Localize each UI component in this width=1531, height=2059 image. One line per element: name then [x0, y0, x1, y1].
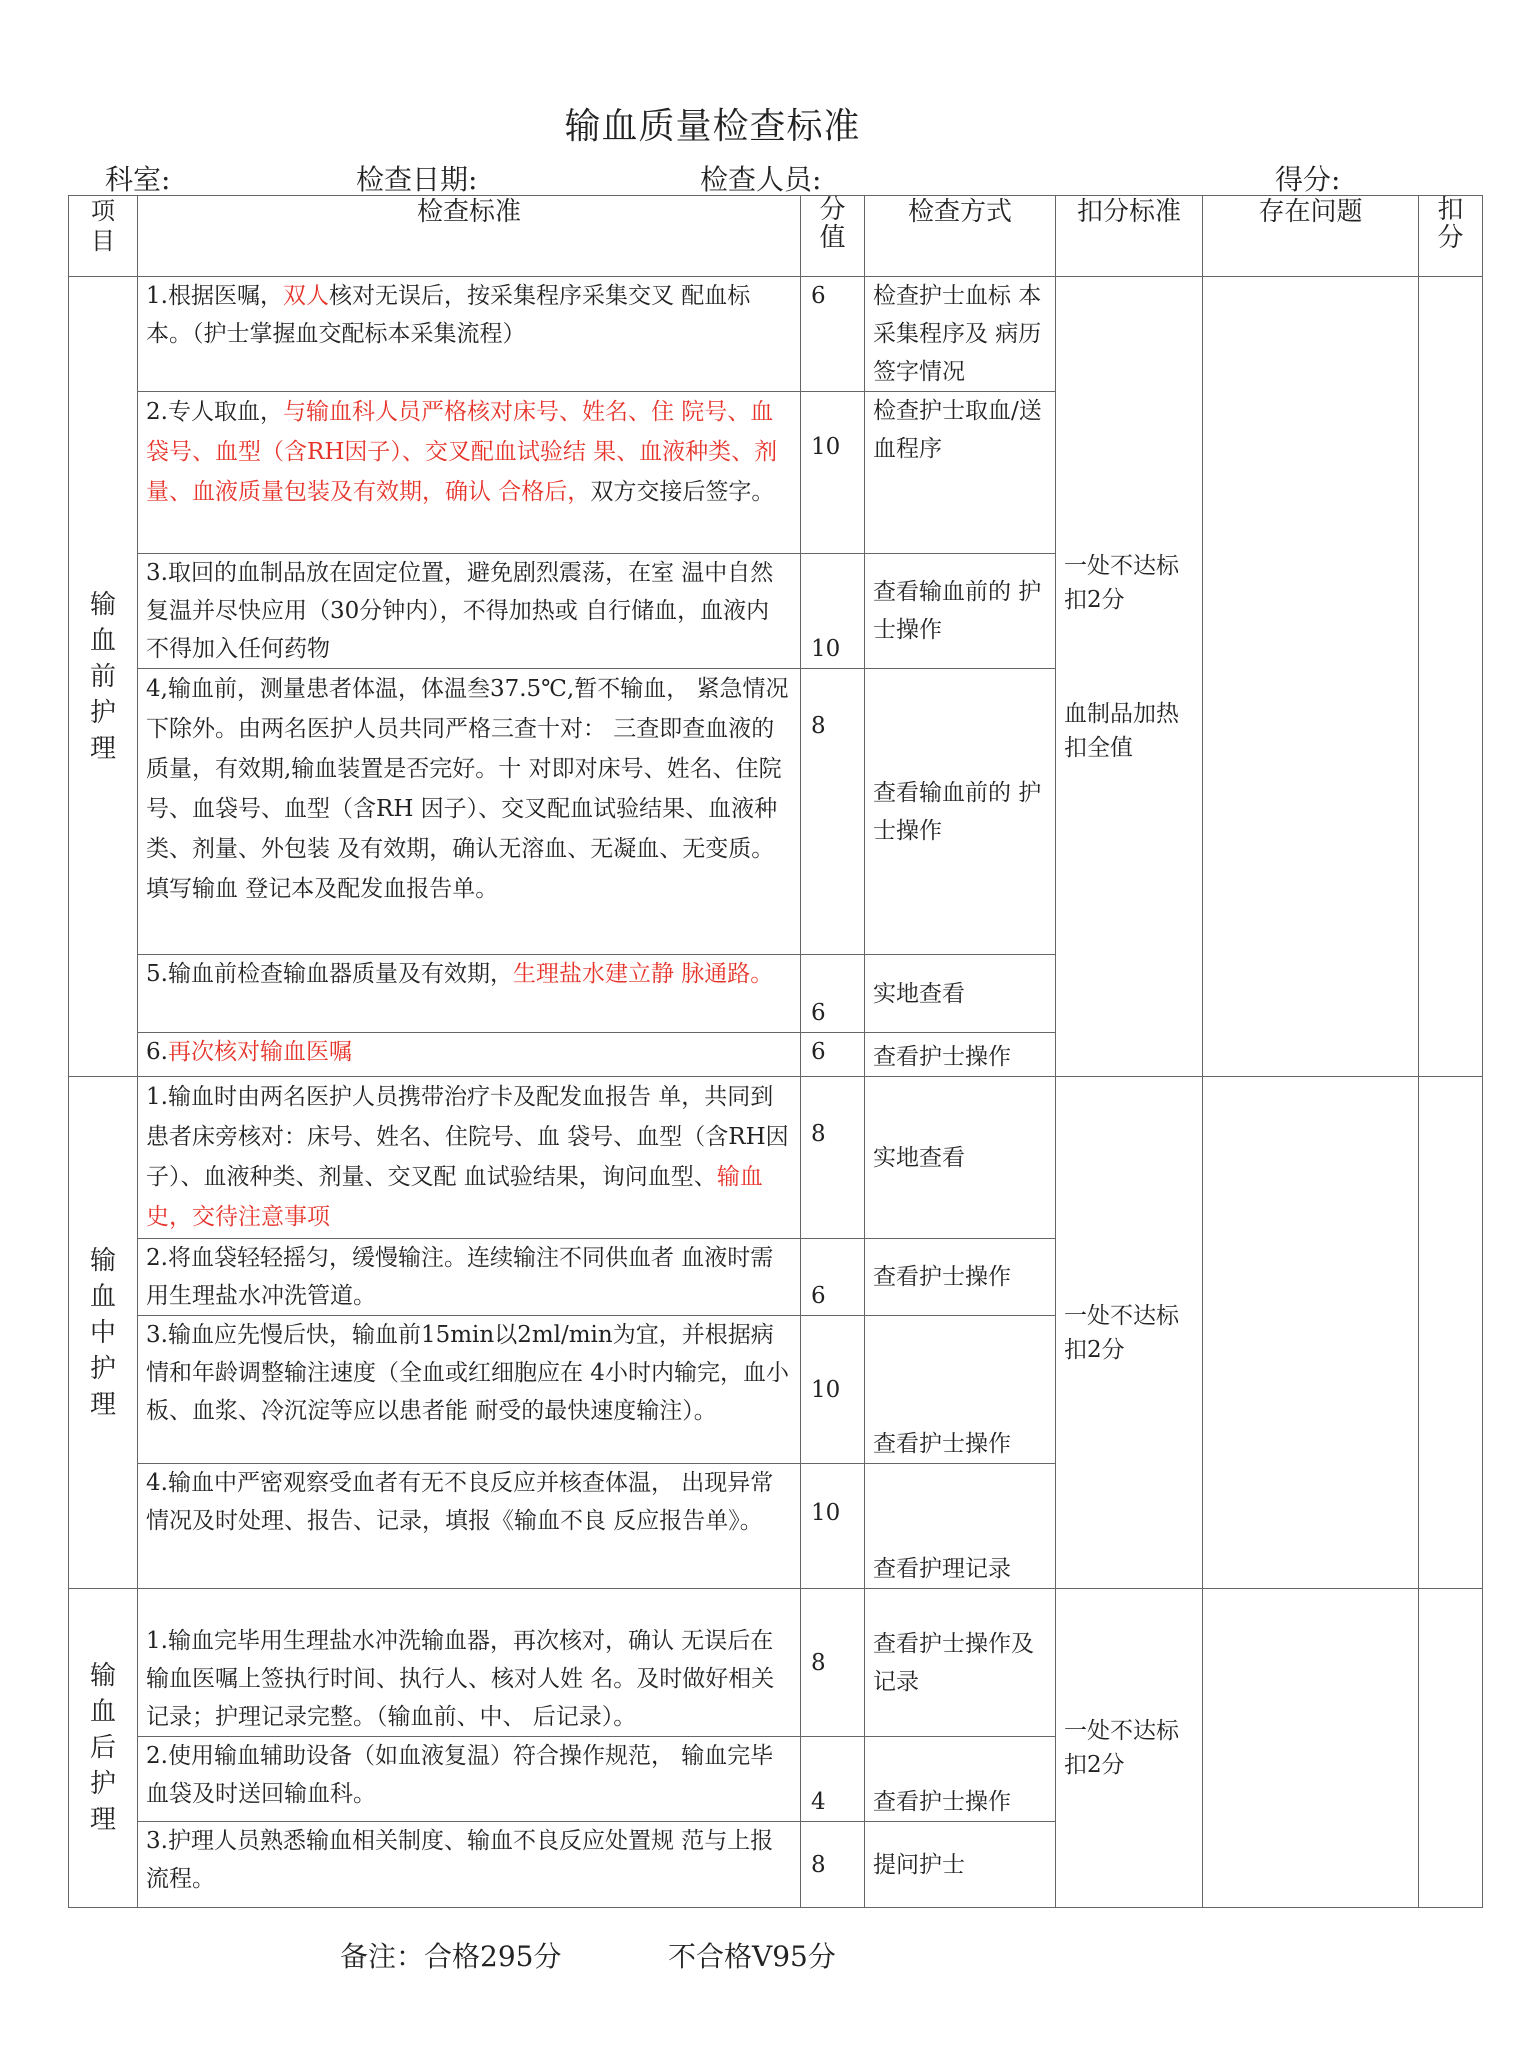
score-cell: 8 [801, 1077, 865, 1239]
method-cell: 查看输血前的 护士操作 [865, 554, 1056, 669]
standard-cell: 2.使用输血辅助设备（如血液复温）符合操作规范， 输血完毕血袋及时送回输血科。 [138, 1737, 801, 1822]
table-header [69, 196, 1483, 277]
method-cell: 查看护士操作 [865, 1239, 1056, 1316]
note-fail: 不合格V95分 [668, 1940, 836, 1973]
method-cell: 提问护士 [865, 1822, 1056, 1908]
note-pass: 备注：合格295分 [340, 1940, 562, 1973]
method-cell: 查看输血前的 护士操作 [865, 669, 1056, 955]
standard-cell: 6.再次核对输血医嘱 [138, 1033, 801, 1077]
standard-cell: 1.根据医嘱，双人核对无误后，按采集程序采集交叉 配血标本。（护士掌握血交配标本采集流程） [138, 277, 801, 392]
category-cell: 输血前护理 [69, 277, 138, 1077]
score-cell: 6 [801, 1033, 865, 1077]
inspector-label: 检查人员: [700, 163, 822, 196]
deduction-cell [1419, 1077, 1483, 1589]
header-deduction: 扣分 [1419, 196, 1483, 277]
page-title: 输血质量检查标准 [564, 106, 861, 147]
score-cell: 6 [801, 1239, 865, 1316]
header-standard: 检查标准 [138, 196, 801, 277]
deduction-cell [1419, 1589, 1483, 1908]
deduction-standard-cell: 一处不达标扣2分 [1056, 1077, 1203, 1589]
method-cell: 查看护士操作及记录 [865, 1589, 1056, 1737]
standard-cell: 3.取回的血制品放在固定位置，避免剧烈震荡，在室 温中自然复温并尽快应用（30分钟内），不得加热或 自行储血，血液内不得加入任何药物 [138, 554, 801, 669]
score-cell: 10 [801, 1316, 865, 1464]
department-label: 科室: [105, 163, 171, 196]
score-cell: 6 [801, 955, 865, 1033]
category-cell: 输血中护理 [69, 1077, 138, 1589]
header-deduction-standard: 扣分标准 [1056, 196, 1203, 277]
method-cell: 检查护士血标 本采集程序及 病历签字情况 [865, 277, 1056, 392]
header-problems: 存在问题 [1203, 196, 1419, 277]
standard-cell: 3.输血应先慢后快，输血前15min以2ml/min为宜，并根据病情和年龄调整输注速度（全血或红细胞应在 4小时内输完，血小板、血浆、冷沉淀等应以患者能 耐受的最快速度输注）。 [138, 1316, 801, 1464]
header-item: 项目 [69, 196, 138, 277]
table-row [69, 1589, 1483, 1737]
method-cell: 查看护理记录 [865, 1464, 1056, 1589]
category-cell: 输血后护理 [69, 1589, 138, 1908]
standard-cell: 2.专人取血，与输血科人员严格核对床号、姓名、住 院号、血袋号、血型（含RH因子）、交叉配血试验结 果、血液种类、剂量、血液质量包装及有效期，确认 合格后，双方交接后签字。 [138, 392, 801, 554]
score-cell: 10 [801, 554, 865, 669]
standard-cell: 4,输血前，测量患者体温，体温叁37.5℃,暂不输血， 紧急情况下除外。由两名医护人员共同严格三查十对： 三查即查血液的质量，有效期,输血装置是否完好。十 对即对床号、姓名、住院号、血袋号、血型（含RH 因子）、交叉配血试验结果、血液种类、剂量、外包装 及有效期，确认无溶血、无凝血、无变质。填写输血 登记本及配发血报告单。 [138, 669, 801, 955]
table-row [69, 277, 1483, 392]
method-cell: 查看护士操作 [865, 1316, 1056, 1464]
problems-cell [1203, 1589, 1419, 1908]
table-row [69, 1077, 1483, 1239]
check-date-label: 检查日期: [356, 163, 478, 196]
standard-cell: 5.输血前检查输血器质量及有效期，生理盐水建立静 脉通路。 [138, 955, 801, 1033]
problems-cell [1203, 1077, 1419, 1589]
method-cell: 实地查看 [865, 955, 1056, 1033]
score-cell: 4 [801, 1737, 865, 1822]
problems-cell [1203, 277, 1419, 1077]
standard-cell: 4.输血中严密观察受血者有无不良反应并核查体温， 出现异常情况及时处理、报告、记录，填报《输血不良 反应报告单》。 [138, 1464, 801, 1589]
inspection-table [68, 195, 1483, 1908]
score-cell: 10 [801, 392, 865, 554]
score-label: 得分: [1275, 163, 1341, 196]
standard-cell: 2.将血袋轻轻摇匀，缓慢输注。连续输注不同供血者 血液时需用生理盐水冲洗管道。 [138, 1239, 801, 1316]
deduction-cell [1419, 277, 1483, 1077]
deduction-standard-cell: 一处不达标扣2分 血制品加热扣全值 [1056, 277, 1203, 1077]
score-cell: 8 [801, 669, 865, 955]
score-cell: 8 [801, 1589, 865, 1737]
standard-cell: 1.输血完毕用生理盐水冲洗输血器，再次核对，确认 无误后在输血医嘱上签执行时间、执行人、核对人姓 名。及时做好相关记录；护理记录完整。（输血前、中、 后记录）。 [138, 1589, 801, 1737]
method-cell: 实地查看 [865, 1077, 1056, 1239]
standard-cell: 1.输血时由两名医护人员携带治疗卡及配发血报告 单，共同到患者床旁核对：床号、姓名、住院号、血 袋号、血型（含RH因子）、血液种类、剂量、交叉配 血试验结果，询问血型、输血史，交待注意事项 [138, 1077, 801, 1239]
header-method: 检查方式 [865, 196, 1056, 277]
score-cell: 8 [801, 1822, 865, 1908]
method-cell: 查看护士操作 [865, 1737, 1056, 1822]
header-points: 分值 [801, 196, 865, 277]
standard-cell: 3.护理人员熟悉输血相关制度、输血不良反应处置规 范与上报流程。 [138, 1822, 801, 1908]
deduction-standard-cell: 一处不达标扣2分 [1056, 1589, 1203, 1908]
method-cell: 检查护士取血/送血程序 [865, 392, 1056, 554]
score-cell: 6 [801, 277, 865, 392]
score-cell: 10 [801, 1464, 865, 1589]
method-cell: 查看护士操作 [865, 1033, 1056, 1077]
